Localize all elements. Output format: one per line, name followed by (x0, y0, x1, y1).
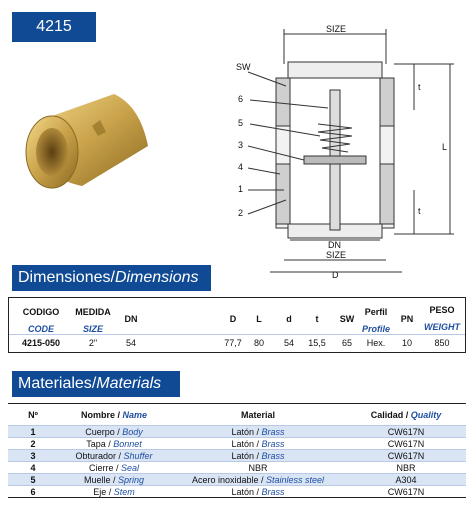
header-t: t (315, 314, 319, 324)
cross-section-drawing (228, 24, 464, 280)
header-sw: SW (339, 314, 355, 324)
dim-dn: DN (328, 240, 341, 250)
header-codigo: CODIGO (22, 307, 60, 317)
dim-size-top: SIZE (326, 24, 347, 34)
materials-header-row (8, 404, 466, 426)
dimensions-table (8, 297, 466, 353)
materials-table (8, 403, 466, 498)
callout-4: 4 (238, 162, 244, 172)
cell-dn: 54 (125, 338, 136, 348)
table-row: 1 Cuerpo / Body Latón / Brass CW617N (8, 426, 466, 438)
header-dn: DN (124, 314, 138, 324)
callout-3: 3 (238, 140, 244, 150)
table-row: 4 Cierre / Seal NBR NBR (8, 462, 466, 474)
header-l: L (256, 314, 262, 324)
header-code: CODE (27, 324, 54, 334)
cell-sw: 65 (341, 338, 352, 348)
valve-photo (22, 86, 152, 198)
header-perfil: Perfil (364, 307, 388, 317)
cell-l: 80 (253, 338, 264, 348)
cell-code: 4215-050 (21, 338, 61, 348)
header-size: SIZE (82, 324, 103, 334)
cell-t: 15,5 (308, 338, 326, 348)
header-d: D (229, 314, 237, 324)
header-profile: Profile (361, 324, 390, 334)
header-medida: MEDIDA (75, 307, 111, 317)
header-weight: WEIGHT (424, 322, 460, 332)
header-num: Nº (8, 404, 58, 426)
callout-2: 2 (238, 208, 244, 218)
callout-1: 1 (238, 184, 244, 194)
cell-weight: 850 (434, 338, 450, 348)
header-pn: PN (400, 314, 414, 324)
cell-profile: Hex. (366, 338, 386, 348)
table-row: 2 Tapa / Bonnet Latón / Brass CW617N (8, 438, 466, 450)
dim-t-top: t (418, 82, 421, 92)
table-row: 5 Muelle / Spring Acero inoxidable / Stainless steel A304 (8, 474, 466, 486)
cell-d-small: 54 (283, 338, 294, 348)
cell-d: 77,7 (224, 338, 242, 348)
header-peso: PESO (429, 305, 455, 315)
callout-6: 6 (238, 94, 244, 104)
dim-size-bottom: SIZE (326, 250, 347, 260)
header-material: Material (170, 404, 346, 426)
materials-section-header: Materiales / Materials (12, 371, 180, 397)
header-quality: Calidad / Quality (346, 404, 466, 426)
cell-pn: 10 (401, 338, 412, 348)
header-d-small: d (286, 314, 292, 324)
header-name: Nombre / Name (58, 404, 170, 426)
callout-5: 5 (238, 118, 244, 128)
dimensions-section-header: Dimensiones / Dimensions (12, 265, 211, 291)
dim-l: L (442, 142, 448, 152)
cell-size: 2" (88, 338, 98, 348)
table-row: 6 Eje / Stem Latón / Brass CW617N (8, 486, 466, 498)
dim-t-bottom: t (418, 206, 421, 216)
dim-d: D (332, 270, 339, 280)
table-row: 3 Obturador / Shuffer Latón / Brass CW617N (8, 450, 466, 462)
dim-sw: SW (236, 62, 251, 72)
product-code-badge: 4215 (12, 12, 96, 42)
